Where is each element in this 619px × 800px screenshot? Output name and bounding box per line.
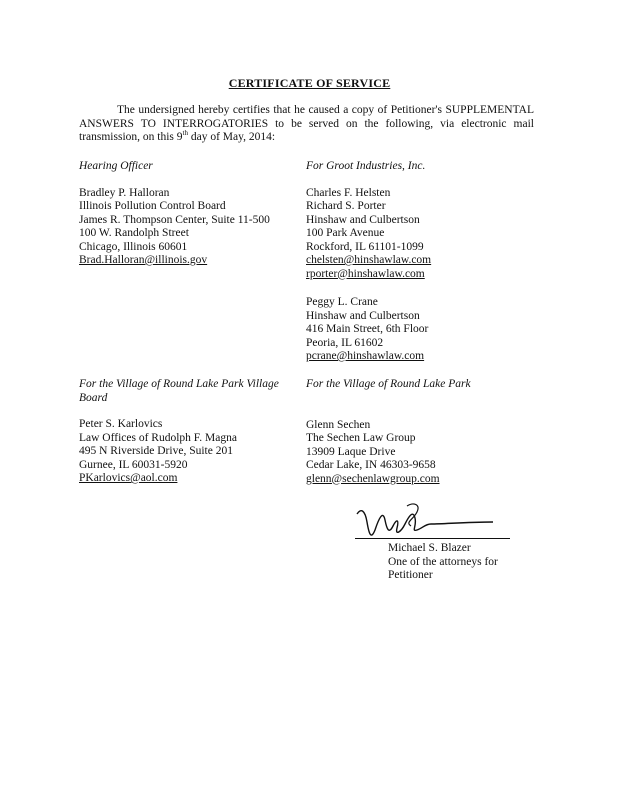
- signature-line: [355, 538, 510, 539]
- address-line: Gurnee, IL 60031-5920: [79, 458, 188, 471]
- signer-role: One of the attorneys for: [388, 555, 498, 568]
- groot-block: [306, 160, 536, 281]
- address-line: Peoria, IL 61602: [306, 336, 384, 349]
- address-line: Hinshaw and Culbertson: [306, 213, 420, 226]
- groot-peoria-block: [306, 296, 536, 364]
- address-line: Illinois Pollution Control Board: [79, 200, 226, 212]
- village-board-heading: For the Village of Round Lake Park Village Board: [79, 378, 279, 404]
- address-line: 100 W. Randolph Street: [79, 227, 189, 239]
- address-line: Peggy L. Crane: [306, 296, 378, 308]
- intro-text-end: day of May, 2014:: [187, 131, 276, 143]
- intro-text: The undersigned hereby certifies that he caused a copy of Petitioner's SUPPLEMENTAL ANSWERS TO INTERROGATORIES to be served on the following, via electronic mail transmission, on this 9: [79, 104, 534, 143]
- address-line: Richard S. Porter: [306, 200, 386, 212]
- signer-name: Michael S. Blazer: [388, 542, 471, 554]
- email-link[interactable]: Brad.Halloran@illinois.gov: [79, 254, 208, 266]
- intro-paragraph: [79, 104, 534, 145]
- address-line: Cedar Lake, IN 46303-9658: [306, 459, 436, 471]
- address-line: 495 N Riverside Drive, Suite 201: [79, 445, 233, 457]
- village-heading: For the Village of Round Lake Park: [306, 378, 471, 390]
- address-line: Hinshaw and Culbertson: [306, 309, 420, 322]
- address-line: The Sechen Law Group: [306, 432, 416, 444]
- address-line: Glenn Sechen: [306, 418, 371, 431]
- email-link[interactable]: chelsten@hinshawlaw.com: [306, 254, 432, 266]
- ordinal-suffix: th: [182, 129, 188, 138]
- address-line: Law Offices of Rudolph F. Magna: [79, 431, 237, 444]
- email-link[interactable]: pcrane@hinshawlaw.com: [306, 350, 425, 362]
- address-line: 100 Park Avenue: [306, 227, 385, 239]
- email-link[interactable]: glenn@sechenlawgroup.com: [306, 472, 440, 485]
- address-line: 416 Main Street, 6th Floor: [306, 323, 429, 335]
- address-line: Peter S. Karlovics: [79, 418, 163, 430]
- hearing-officer-heading: Hearing Officer: [79, 160, 153, 172]
- village-board-block: [79, 378, 299, 486]
- address-line: Bradley P. Halloran: [79, 186, 170, 199]
- signer-party: Petitioner: [388, 569, 433, 581]
- hearing-officer-block: [79, 160, 289, 268]
- address-line: Charles F. Helsten: [306, 186, 391, 199]
- village-block: [306, 378, 536, 486]
- document-title: CERTIFICATE OF SERVICE: [228, 76, 391, 90]
- signature-block: [388, 542, 538, 583]
- email-link[interactable]: rporter@hinshawlaw.com: [306, 267, 425, 280]
- groot-heading: For Groot Industries, Inc.: [306, 160, 426, 172]
- address-line: 13909 Laque Drive: [306, 445, 396, 458]
- address-line: James R. Thompson Center, Suite 11-500: [79, 213, 270, 226]
- address-line: Chicago, Illinois 60601: [79, 240, 188, 253]
- email-link[interactable]: PKarlovics@aol.com: [79, 472, 178, 484]
- address-line: Rockford, IL 61101-1099: [306, 240, 424, 253]
